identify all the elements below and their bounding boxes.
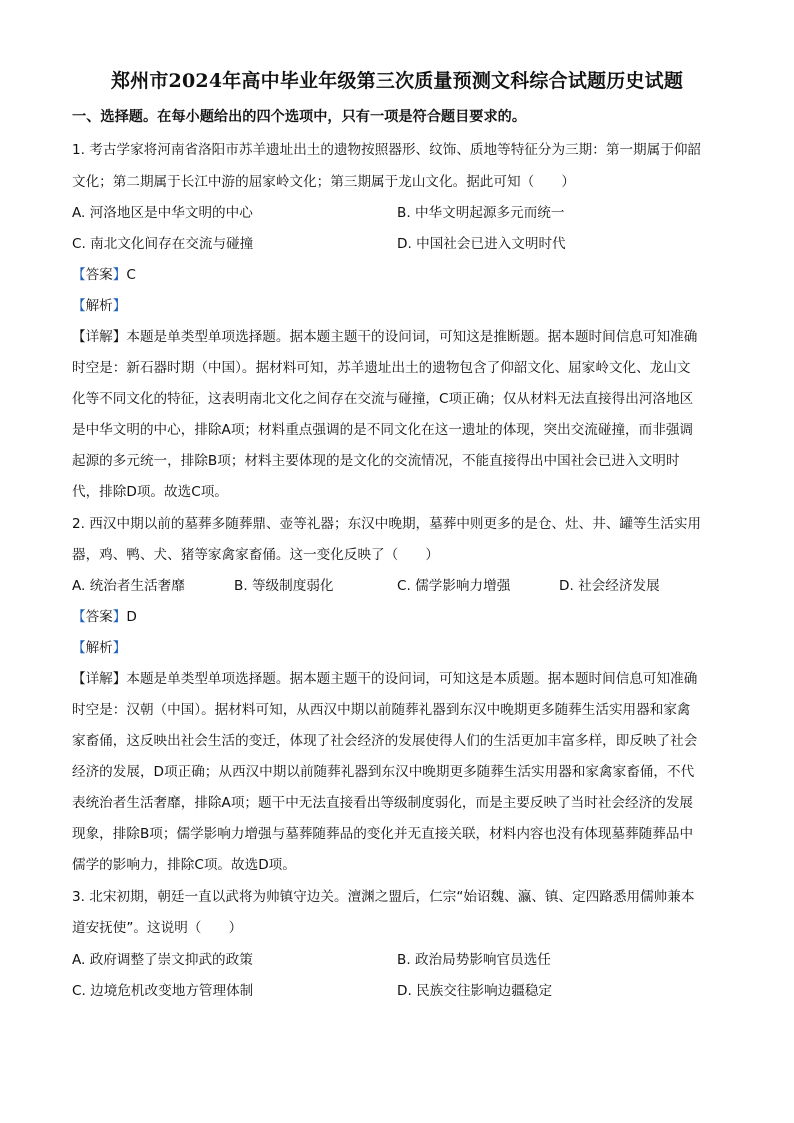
q1-detail-line-1: 【详解】本题是单类型单项选择题。据本题主题干的设问词，可知这是推断题。据本题时间信息可知准确: [72, 329, 698, 345]
q3-option-a: A. 政府调整了崇文抑武的政策: [72, 952, 253, 968]
q3-option-d: D. 民族交往影响边疆稳定: [397, 983, 553, 999]
q2-stem-line-1: 2. 西汉中期以前的墓葬多随葬鼎、壶等礼器；东汉中晚期，墓葬中则更多的是仓、灶、井、罐等生活实用: [72, 516, 702, 532]
q1-detail-line-2: 时空是：新石器时期（中国）。据材料可知，苏羊遗址出土的遗物包含了仰韶文化、屈家岭文化、龙山文: [72, 360, 691, 376]
q2-detail-line-2: 时空是：汉朝（中国）。据材料可知，从西汉中期以前随葬礼器到东汉中晚期更多随葬生活实用器和家禽: [72, 702, 691, 718]
q1-answer: 【答案】C: [72, 267, 136, 283]
q2-answer-value: D: [126, 609, 137, 625]
q1-analysis-label: 【解析】: [72, 298, 127, 314]
answer-label: 答案: [85, 267, 113, 283]
q2-option-c: C. 儒学影响力增强: [397, 578, 511, 594]
q3-stem-line-2: 道安抚使”。这说明（ ）: [72, 920, 243, 936]
q2-detail-line-5: 表统治者生活奢靡，排除A项；题干中无法直接看出等级制度弱化，而是主要反映了当时社会经济的发展: [72, 795, 694, 811]
q3-option-b: B. 政治局势影响官员选任: [397, 952, 551, 968]
q1-option-b: B. 中华文明起源多元而统一: [397, 205, 565, 221]
q1-detail-line-3: 化等不同文化的特征，这表明南北文化之间存在交流与碰撞，C项正确；仅从材料无法直接得出河洛地区: [72, 391, 694, 407]
q1-option-a: A. 河洛地区是中华文明的中心: [72, 205, 253, 221]
q1-option-d: D. 中国社会已进入文明时代: [397, 236, 566, 252]
q3-option-c: C. 边境危机改变地方管理体制: [72, 983, 254, 999]
q2-stem-line-2: 器，鸡、鸭、犬、猪等家禽家畜俑。这一变化反映了（ ）: [72, 547, 440, 563]
q2-detail-line-4: 经济的发展，D项正确；从西汉中期以前随葬礼器到东汉中晚期更多随葬生活实用器和家禽家畜俑，不代: [72, 764, 695, 780]
q2-detail-line-1: 【详解】本题是单类型单项选择题。据本题主题干的设问词，可知这是本质题。据本题时间信息可知准确: [72, 671, 698, 687]
q1-option-c: C. 南北文化间存在交流与碰撞: [72, 236, 254, 252]
q3-stem-line-1: 3. 北宋初期，朝廷一直以武将为帅镇守边关。澶渊之盟后，仁宗“始诏魏、瀛、镇、定四路悉用儒帅兼本: [72, 889, 695, 905]
q2-option-a: A. 统治者生活奢靡: [72, 578, 185, 594]
q2-option-b: B. 等级制度弱化: [234, 578, 334, 594]
q1-detail-line-5: 起源的多元统一，排除B项；材料主要体现的是文化的交流情况，不能直接得出中国社会已进入文明时: [72, 453, 680, 469]
q1-answer-value: C: [126, 267, 136, 283]
page-title: 郑州市2024年高中毕业年级第三次质量预测文科综合试题历史试题: [110, 70, 684, 92]
q2-detail-line-6: 现象，排除B项；儒学影响力增强与墓葬随葬品的变化并无直接关联，材料内容也没有体现墓葬随葬品中: [72, 826, 694, 842]
q2-detail-line-7: 儒学的影响力，排除C项。故选D项。: [72, 857, 296, 873]
section-heading: 一、选择题。在每小题给出的四个选项中，只有一项是符合题目要求的。: [72, 109, 527, 125]
q2-option-d: D. 社会经济发展: [559, 578, 660, 594]
q2-answer: 【答案】D: [72, 609, 137, 625]
q2-analysis-label: 【解析】: [72, 640, 127, 656]
q1-stem-line-2: 文化；第二期属于长江中游的屈家岭文化；第三期属于龙山文化。据此可知（ ）: [72, 174, 575, 190]
q1-stem-line-1: 1. 考古学家将河南省洛阳市苏羊遗址出土的遗物按照器形、纹饰、质地等特征分为三期：第一期属于仰韶: [72, 142, 702, 158]
q1-detail-line-4: 是中华文明的中心，排除A项；材料重点强调的是不同文化在这一遗址的体现，突出交流碰撞，而非强调: [72, 422, 694, 438]
q2-detail-line-3: 家畜俑，这反映出社会生活的变迁，体现了社会经济的发展使得人们的生活更加丰富多样，即反映了社会: [72, 733, 698, 749]
q1-detail-line-6: 代，排除D项。故选C项。: [72, 484, 228, 500]
